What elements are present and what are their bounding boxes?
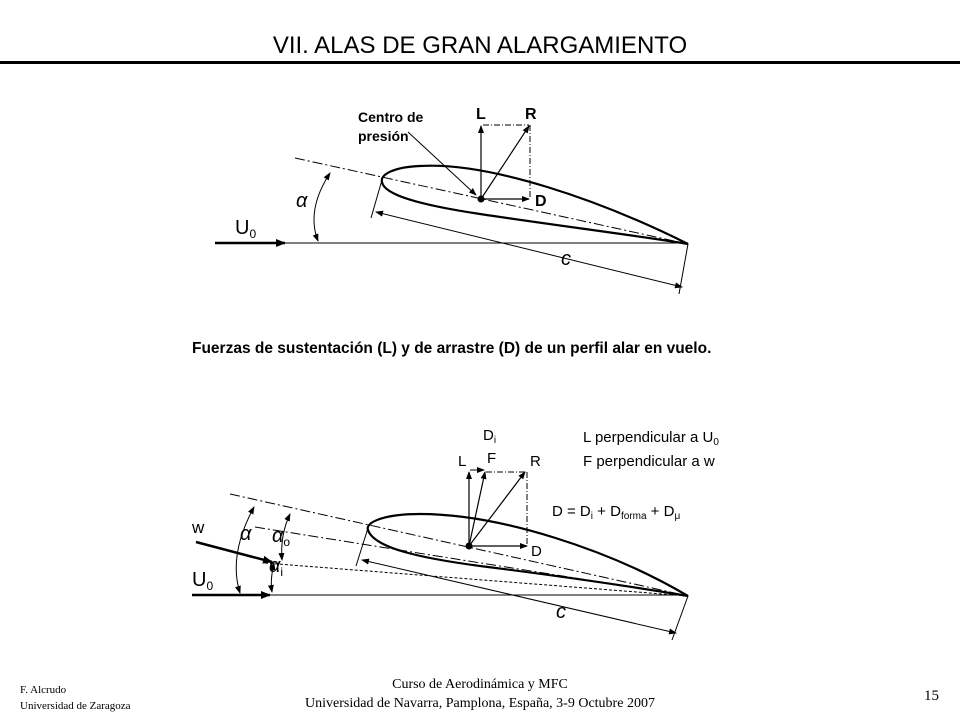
figure-1-caption: Fuerzas de sustentación (L) y de arrastre (D) de un perfil alar en vuelo. (192, 340, 712, 357)
chord-label-2: c (556, 601, 566, 623)
alpha-label: α (296, 190, 308, 212)
pressure-center-label-1: Centro de (358, 109, 424, 125)
drag-equation: $D = D_i + D_{forma} + D_\mu$ (552, 503, 681, 522)
note-f-perpendicular: F perpendicular a w (583, 453, 715, 470)
note-l-perpendicular: L perpendicular a $U_0$ (583, 429, 719, 448)
lift-label: L (476, 106, 486, 123)
footer-course-block (0, 675, 960, 713)
alpha-arc (314, 173, 330, 241)
chord-label: c (561, 248, 571, 270)
alpha0-label: $\alpha_o$ (272, 525, 291, 549)
downwash-line (265, 563, 688, 596)
resultant-label: R (525, 106, 537, 123)
alpha-arc-2 (236, 507, 254, 593)
slide-title: VII. ALAS DE GRAN ALARGAMIENTO (272, 32, 688, 59)
alpha-label-2: α (240, 523, 252, 545)
lift-label-2: L (458, 453, 467, 470)
footer-institution: Universidad de Zaragoza (20, 700, 131, 712)
footer-author: F. Alcrudo (20, 684, 67, 696)
u0-label: $U_0$ (235, 217, 257, 241)
footer-venue: Universidad de Navarra, Pamplona, España, 3-9 Octubre 2007 (305, 696, 655, 711)
induced-drag-label: $D_i$ (483, 427, 497, 446)
drag-label: D (535, 193, 547, 210)
w-label: w (192, 518, 205, 537)
figure-1 (215, 106, 688, 294)
f-label: F (487, 450, 497, 467)
figure-2 (191, 427, 719, 640)
chord-dimension (376, 212, 682, 287)
resultant-label-2: R (530, 453, 541, 470)
airfoil-profile-2 (368, 514, 688, 596)
alphai-label: $\alpha_i$ (269, 555, 284, 579)
resultant-arrow (481, 126, 529, 199)
u0-label-2: $U_0$ (192, 569, 214, 593)
pressure-center-label-2: presión (358, 128, 409, 144)
drag-label-2: D (531, 543, 542, 560)
page-number: 15 (924, 688, 939, 704)
w-arrow (196, 542, 272, 562)
chord-dim-tick-right-2 (672, 596, 688, 640)
footer-course: Curso de Aerodinámica y MFC (392, 677, 568, 692)
chord-line (295, 158, 688, 244)
pressure-center-leader (408, 132, 476, 195)
